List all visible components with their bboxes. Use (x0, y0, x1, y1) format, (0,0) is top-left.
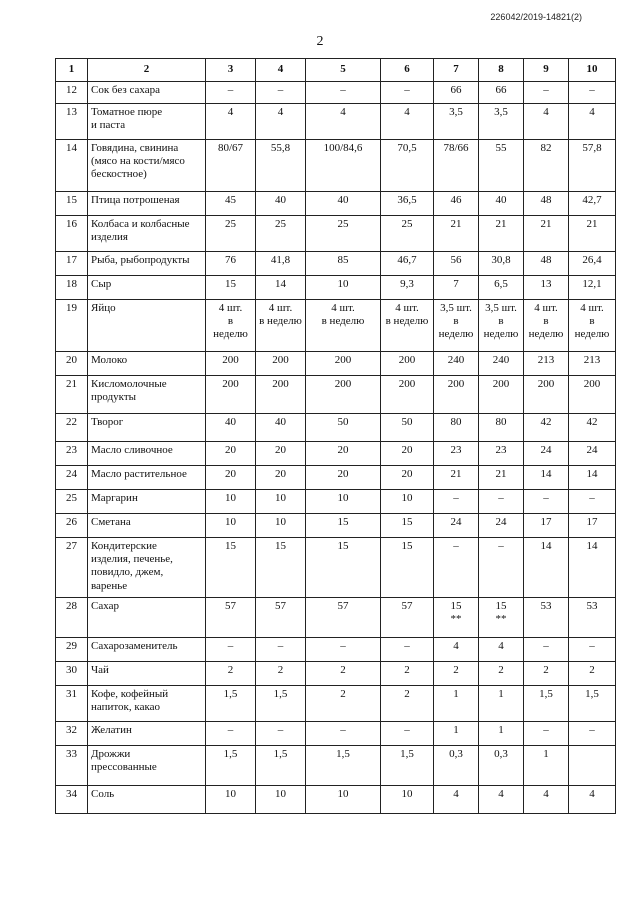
product-name: Сметана (88, 514, 206, 538)
table-cell: 76 (206, 252, 256, 276)
table-row (56, 442, 616, 466)
table-cell: 4 (434, 786, 479, 814)
table-cell: 15 ** (479, 598, 524, 638)
product-name: Маргарин (88, 490, 206, 514)
table-cell: – (569, 638, 616, 662)
product-name: Сахарозаменитель (88, 638, 206, 662)
table-cell: 3,5 шт. в неделю (434, 300, 479, 352)
table-cell: 2 (306, 662, 381, 686)
table-cell: 4 шт. в неделю (256, 300, 306, 352)
table-cell: 2 (306, 686, 381, 722)
table-cell: 20 (381, 466, 434, 490)
table-cell: 4 шт. в неделю (569, 300, 616, 352)
table-cell: – (524, 722, 569, 746)
table-cell: 57 (206, 598, 256, 638)
table-cell: – (306, 82, 381, 104)
table-cell: 80 (479, 414, 524, 442)
table-cell: 20 (206, 442, 256, 466)
table-cell: – (569, 722, 616, 746)
table-row (56, 376, 616, 414)
table-row (56, 722, 616, 746)
row-number: 28 (56, 598, 88, 638)
table-cell: 56 (434, 252, 479, 276)
table-row (56, 140, 616, 192)
table-cell: 15 (306, 538, 381, 598)
table-cell: 55,8 (256, 140, 306, 192)
table-cell: 2 (479, 662, 524, 686)
table-cell: 1 (479, 686, 524, 722)
table-cell: 1 (524, 746, 569, 786)
column-header: 1 (56, 59, 88, 82)
table-cell: 1,5 (206, 686, 256, 722)
table-cell: 200 (381, 376, 434, 414)
table-cell: 3,5 (479, 104, 524, 140)
table-cell: 4 шт. в неделю (306, 300, 381, 352)
table-cell: 200 (569, 376, 616, 414)
table-body (56, 82, 616, 814)
table-cell: 6,5 (479, 276, 524, 300)
table-cell: – (524, 82, 569, 104)
table-cell: 10 (256, 514, 306, 538)
table-row (56, 598, 616, 638)
table-cell: 46 (434, 192, 479, 216)
table-cell: 1,5 (256, 746, 306, 786)
table-row (56, 514, 616, 538)
table-cell: 42 (569, 414, 616, 442)
column-header: 6 (381, 59, 434, 82)
table-cell: 200 (434, 376, 479, 414)
table-cell: 25 (381, 216, 434, 252)
table-cell: 1,5 (569, 686, 616, 722)
row-number: 14 (56, 140, 88, 192)
table-cell: 240 (434, 352, 479, 376)
table-cell: 200 (206, 376, 256, 414)
table-cell: 4 (569, 786, 616, 814)
table-row (56, 538, 616, 598)
row-number: 20 (56, 352, 88, 376)
table-cell: 4 (524, 104, 569, 140)
table-cell: 200 (206, 352, 256, 376)
table-cell: 2 (569, 662, 616, 686)
table-row (56, 746, 616, 786)
table-cell: 15 (256, 538, 306, 598)
table-cell: 100/84,6 (306, 140, 381, 192)
table-cell: – (381, 638, 434, 662)
table-cell: 25 (306, 216, 381, 252)
product-name: Творог (88, 414, 206, 442)
table-cell: 20 (381, 442, 434, 466)
table-cell: 14 (569, 466, 616, 490)
row-number: 24 (56, 466, 88, 490)
table-cell: 4 (479, 786, 524, 814)
table-cell: 2 (434, 662, 479, 686)
table-cell: 21 (524, 216, 569, 252)
column-header: 4 (256, 59, 306, 82)
product-name: Яйцо (88, 300, 206, 352)
column-header: 9 (524, 59, 569, 82)
table-cell: 57 (381, 598, 434, 638)
table-cell: – (524, 490, 569, 514)
table-cell: 14 (256, 276, 306, 300)
table-cell: 1 (434, 722, 479, 746)
table-row (56, 192, 616, 216)
row-number: 13 (56, 104, 88, 140)
table-cell: 4 (434, 638, 479, 662)
table-cell: 20 (206, 466, 256, 490)
table-cell: 57 (256, 598, 306, 638)
table-cell: – (434, 538, 479, 598)
table-cell: 2 (524, 662, 569, 686)
product-name: Дрожжи прессованные (88, 746, 206, 786)
table-row (56, 786, 616, 814)
row-number: 15 (56, 192, 88, 216)
table-cell: 3,5 (434, 104, 479, 140)
row-number: 29 (56, 638, 88, 662)
row-number: 34 (56, 786, 88, 814)
table-cell: 57,8 (569, 140, 616, 192)
table-cell: 10 (256, 490, 306, 514)
table-cell: 55 (479, 140, 524, 192)
table-cell: 45 (206, 192, 256, 216)
table-cell: 40 (479, 192, 524, 216)
column-header: 10 (569, 59, 616, 82)
table-cell: 36,5 (381, 192, 434, 216)
column-header: 2 (88, 59, 206, 82)
table-cell: 4 (569, 104, 616, 140)
row-number: 22 (56, 414, 88, 442)
table-row (56, 352, 616, 376)
table-cell: 200 (256, 352, 306, 376)
table-row (56, 300, 616, 352)
table-cell: – (479, 538, 524, 598)
product-name: Томатное пюре и паста (88, 104, 206, 140)
table-cell: 57 (306, 598, 381, 638)
table-cell: 42 (524, 414, 569, 442)
row-number: 33 (56, 746, 88, 786)
table-cell: 21 (434, 466, 479, 490)
row-number: 23 (56, 442, 88, 466)
table-cell: 42,7 (569, 192, 616, 216)
table-cell: 7 (434, 276, 479, 300)
table-cell: 1,5 (206, 746, 256, 786)
table-cell: 66 (434, 82, 479, 104)
table-row (56, 82, 616, 104)
table-cell: 213 (524, 352, 569, 376)
table-cell (569, 746, 616, 786)
norms-table (55, 58, 616, 814)
table-cell: 50 (381, 414, 434, 442)
table-cell: 24 (479, 514, 524, 538)
column-header: 5 (306, 59, 381, 82)
table-cell: 4 (479, 638, 524, 662)
table-cell: – (306, 722, 381, 746)
table-cell: – (206, 638, 256, 662)
table-header-row (56, 59, 616, 82)
table-cell: 13 (524, 276, 569, 300)
table-cell: 21 (479, 466, 524, 490)
table-row (56, 638, 616, 662)
table-cell: 23 (479, 442, 524, 466)
table-cell: 15 (381, 538, 434, 598)
table-cell: 30,8 (479, 252, 524, 276)
table-cell: – (381, 82, 434, 104)
table-cell: 40 (256, 414, 306, 442)
table-cell: 20 (256, 466, 306, 490)
table-cell: 4 шт. в неделю (524, 300, 569, 352)
table-cell: 25 (256, 216, 306, 252)
document-number: 226042/2019-14821(2) (490, 12, 582, 22)
table-cell: 10 (381, 490, 434, 514)
table-cell: 1,5 (524, 686, 569, 722)
table-cell: 21 (434, 216, 479, 252)
table-cell: 200 (256, 376, 306, 414)
table-cell: 200 (306, 376, 381, 414)
table-cell: 40 (206, 414, 256, 442)
table-cell: 82 (524, 140, 569, 192)
table-cell: 14 (524, 538, 569, 598)
table-cell: 66 (479, 82, 524, 104)
table-cell: 10 (256, 786, 306, 814)
table-row (56, 490, 616, 514)
table-cell: – (524, 638, 569, 662)
table-cell: 10 (206, 786, 256, 814)
table-cell: 10 (381, 786, 434, 814)
table-cell: 213 (569, 352, 616, 376)
table-cell: – (569, 490, 616, 514)
table-cell: 20 (306, 442, 381, 466)
table-cell: 40 (306, 192, 381, 216)
table-cell: 20 (306, 466, 381, 490)
table-cell: 24 (434, 514, 479, 538)
table-cell: 2 (206, 662, 256, 686)
table-cell: 10 (206, 514, 256, 538)
table-cell: 14 (569, 538, 616, 598)
table-cell: 4 (256, 104, 306, 140)
table-cell: 240 (479, 352, 524, 376)
row-number: 30 (56, 662, 88, 686)
product-name: Сахар (88, 598, 206, 638)
product-name: Чай (88, 662, 206, 686)
table-cell: 200 (381, 352, 434, 376)
table-cell: 10 (306, 786, 381, 814)
table-cell: 1 (434, 686, 479, 722)
row-number: 27 (56, 538, 88, 598)
table-cell: – (256, 82, 306, 104)
table-row (56, 252, 616, 276)
table-cell: 14 (524, 466, 569, 490)
table-cell: 24 (524, 442, 569, 466)
column-header: 8 (479, 59, 524, 82)
table-cell: 40 (256, 192, 306, 216)
table-row (56, 104, 616, 140)
table-cell: 3,5 шт. в неделю (479, 300, 524, 352)
product-name: Кофе, кофейный напиток, какао (88, 686, 206, 722)
table-cell: 4 (524, 786, 569, 814)
table-cell: – (434, 490, 479, 514)
row-number: 21 (56, 376, 88, 414)
table-cell: 15 ** (434, 598, 479, 638)
table-cell: 41,8 (256, 252, 306, 276)
table-cell: 20 (256, 442, 306, 466)
table-cell: – (206, 722, 256, 746)
table-cell: 12,1 (569, 276, 616, 300)
product-name: Кисломолочные продукты (88, 376, 206, 414)
table-cell: 10 (206, 490, 256, 514)
table-cell: 4 шт. в неделю (381, 300, 434, 352)
table-cell: – (306, 638, 381, 662)
product-name: Сыр (88, 276, 206, 300)
row-number: 18 (56, 276, 88, 300)
product-name: Птица потрошеная (88, 192, 206, 216)
table-row (56, 466, 616, 490)
table-cell: 200 (479, 376, 524, 414)
product-name: Кондитерские изделия, печенье, повидло, джем, варенье (88, 538, 206, 598)
row-number: 25 (56, 490, 88, 514)
table-row (56, 414, 616, 442)
table-cell: 53 (524, 598, 569, 638)
table-cell: – (206, 82, 256, 104)
table-cell: 53 (569, 598, 616, 638)
product-name: Желатин (88, 722, 206, 746)
table-cell: 10 (306, 276, 381, 300)
table-cell: 1,5 (306, 746, 381, 786)
product-name: Рыба, рыбопродукты (88, 252, 206, 276)
table-cell: 2 (381, 686, 434, 722)
table-cell: 4 (206, 104, 256, 140)
table-row (56, 686, 616, 722)
table-cell: 1 (479, 722, 524, 746)
product-name: Соль (88, 786, 206, 814)
page-number: 2 (316, 34, 324, 49)
table-cell: 23 (434, 442, 479, 466)
row-number: 16 (56, 216, 88, 252)
table-cell: 17 (524, 514, 569, 538)
table-cell: 21 (569, 216, 616, 252)
table-cell: 4 шт. в неделю (206, 300, 256, 352)
table-cell: 26,4 (569, 252, 616, 276)
table-cell: – (381, 722, 434, 746)
product-name: Сок без сахара (88, 82, 206, 104)
table-row (56, 216, 616, 252)
table-cell: 70,5 (381, 140, 434, 192)
table-cell: 2 (381, 662, 434, 686)
table-cell: 10 (306, 490, 381, 514)
table-row (56, 276, 616, 300)
table-cell: 80 (434, 414, 479, 442)
row-number: 32 (56, 722, 88, 746)
product-name: Масло сливочное (88, 442, 206, 466)
table-cell: 0,3 (434, 746, 479, 786)
column-header: 7 (434, 59, 479, 82)
table-cell: 9,3 (381, 276, 434, 300)
row-number: 31 (56, 686, 88, 722)
table-cell: 200 (524, 376, 569, 414)
column-header: 3 (206, 59, 256, 82)
table-cell: – (256, 638, 306, 662)
row-number: 17 (56, 252, 88, 276)
table-cell: 78/66 (434, 140, 479, 192)
table-cell: 50 (306, 414, 381, 442)
table-cell: – (256, 722, 306, 746)
table-cell: 200 (306, 352, 381, 376)
table-cell: 80/67 (206, 140, 256, 192)
table-row (56, 662, 616, 686)
table-cell: 21 (479, 216, 524, 252)
product-name: Масло растительное (88, 466, 206, 490)
table-cell: 48 (524, 252, 569, 276)
table-cell: 1,5 (381, 746, 434, 786)
table-cell: – (479, 490, 524, 514)
table-cell: – (569, 82, 616, 104)
table-cell: 25 (206, 216, 256, 252)
table-cell: 17 (569, 514, 616, 538)
row-number: 19 (56, 300, 88, 352)
table-cell: 4 (381, 104, 434, 140)
table-cell: 46,7 (381, 252, 434, 276)
product-name: Говядина, свинина (мясо на кости/мясо бескостное) (88, 140, 206, 192)
product-name: Молоко (88, 352, 206, 376)
row-number: 12 (56, 82, 88, 104)
table-cell: 0,3 (479, 746, 524, 786)
table-cell: 1,5 (256, 686, 306, 722)
table-cell: 4 (306, 104, 381, 140)
table-cell: 15 (306, 514, 381, 538)
table-cell: 48 (524, 192, 569, 216)
table-cell: 15 (206, 276, 256, 300)
table-cell: 15 (381, 514, 434, 538)
row-number: 26 (56, 514, 88, 538)
table-cell: 24 (569, 442, 616, 466)
table-cell: 85 (306, 252, 381, 276)
product-name: Колбаса и колбасные изделия (88, 216, 206, 252)
table-cell: 2 (256, 662, 306, 686)
table-cell: 15 (206, 538, 256, 598)
